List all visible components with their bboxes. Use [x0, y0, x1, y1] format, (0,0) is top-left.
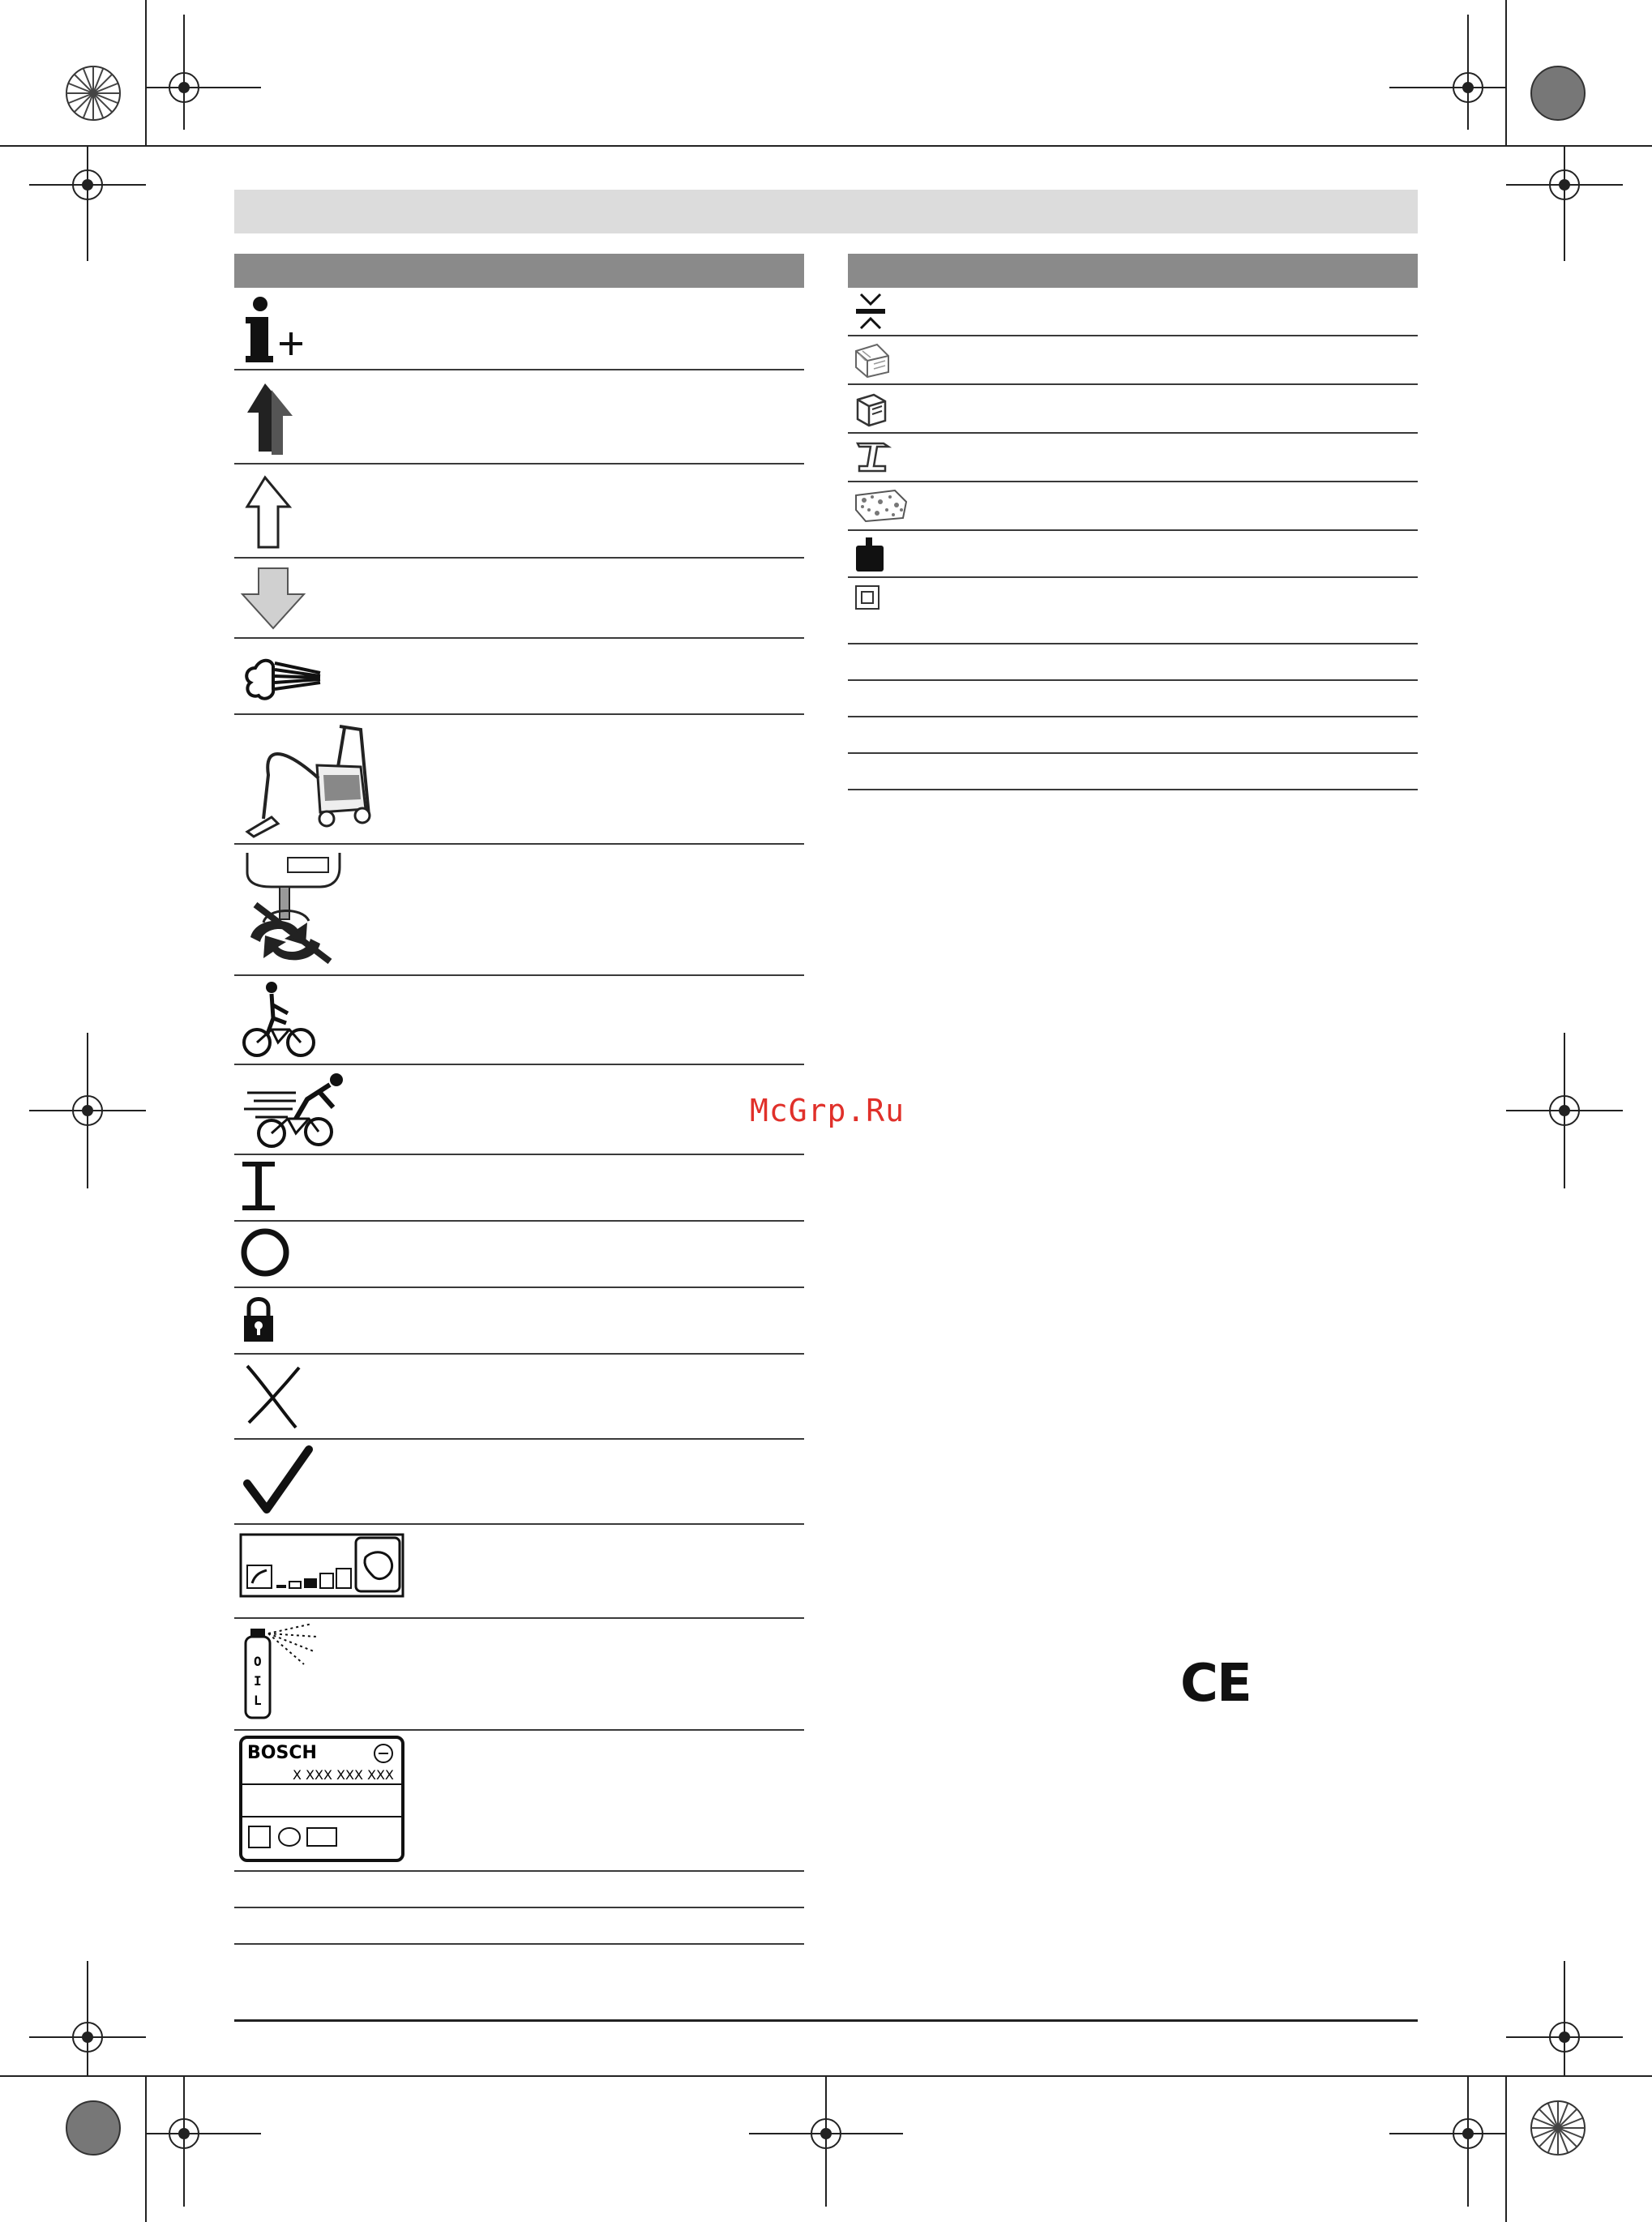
- symbol-row-slow-cyclist: [234, 976, 804, 1065]
- symbol-row-check: [234, 1440, 804, 1525]
- symbol-row-on: [234, 1155, 804, 1222]
- cross-icon: [239, 1359, 312, 1432]
- svg-text:L: L: [254, 1693, 262, 1708]
- right-empty-row-4: [848, 754, 1418, 790]
- weight-icon: [853, 534, 888, 575]
- cut-depth-icon: [853, 291, 888, 332]
- filled-arrow-up-icon: [239, 377, 304, 458]
- left-empty-row-1: [234, 1872, 804, 1908]
- oil-spray-icon: [239, 1622, 328, 1728]
- on-symbol-icon: [239, 1158, 288, 1215]
- dust-blow-icon: [239, 644, 328, 709]
- left-column-header: [234, 254, 804, 288]
- symbol-row-dust-bag: [234, 845, 804, 976]
- symbol-row-info: [234, 288, 804, 370]
- right-row-weight: [848, 531, 1418, 578]
- right-row-wood: [848, 336, 1418, 385]
- svg-text:I: I: [254, 1673, 262, 1689]
- right-row-protection-class: [848, 578, 1418, 644]
- symbol-row-rating-plate: [234, 1731, 804, 1872]
- fast-cyclist-icon: [239, 1068, 353, 1150]
- steel-beam-icon: [853, 437, 893, 477]
- symbol-row-dust-blow: [234, 639, 804, 715]
- rating-plate-number: X XXX XXX XXX: [293, 1767, 394, 1783]
- symbol-row-off: [234, 1222, 804, 1288]
- symbol-row-lock: [234, 1288, 804, 1355]
- check-icon: [239, 1445, 320, 1518]
- watermark: McGrp.Ru: [750, 1093, 905, 1128]
- wood-material-icon: [853, 340, 893, 380]
- left-empty-row-2: [234, 1908, 804, 1945]
- symbol-row-cross: [234, 1355, 804, 1440]
- right-empty-row-1: [848, 644, 1418, 681]
- footer-rule: [234, 2019, 1418, 2022]
- outline-arrow-up-icon: [239, 473, 304, 554]
- right-empty-row-3: [848, 717, 1418, 754]
- dust-bag-rotate-icon: [239, 848, 345, 970]
- rating-plate-icon: [239, 1736, 409, 1865]
- page-header-band: [234, 190, 1418, 233]
- lock-icon: [239, 1291, 288, 1348]
- ce-mark: CE: [1180, 1654, 1251, 1714]
- speed-dial-icon: [239, 1533, 409, 1601]
- symbol-row-arrow-down: [234, 559, 804, 639]
- slow-cyclist-icon: [239, 979, 320, 1060]
- symbol-row-arrow-up-filled: [234, 370, 804, 465]
- arrow-down-icon: [239, 563, 312, 636]
- info-plus-icon: [239, 294, 312, 367]
- symbol-row-fast-cyclist: [234, 1065, 804, 1155]
- right-row-steel: [848, 434, 1418, 482]
- symbol-row-speed-dial: [234, 1525, 804, 1619]
- vacuum-cleaner-icon: [239, 718, 385, 840]
- right-column-header: [848, 254, 1418, 288]
- symbol-row-vacuum: [234, 715, 804, 845]
- rating-plate-brand: BOSCH: [247, 1743, 317, 1763]
- svg-text:O: O: [254, 1654, 262, 1669]
- right-empty-row-2: [848, 681, 1418, 717]
- symbol-row-arrow-up-outline: [234, 465, 804, 559]
- symbol-row-oil: [234, 1619, 804, 1731]
- right-row-board: [848, 385, 1418, 434]
- off-symbol-icon: [239, 1225, 296, 1282]
- protection-class-icon: [853, 583, 885, 615]
- right-row-cut-depth: [848, 288, 1418, 336]
- board-material-icon: [853, 388, 893, 429]
- stone-material-icon: [853, 486, 909, 526]
- right-row-stone: [848, 482, 1418, 531]
